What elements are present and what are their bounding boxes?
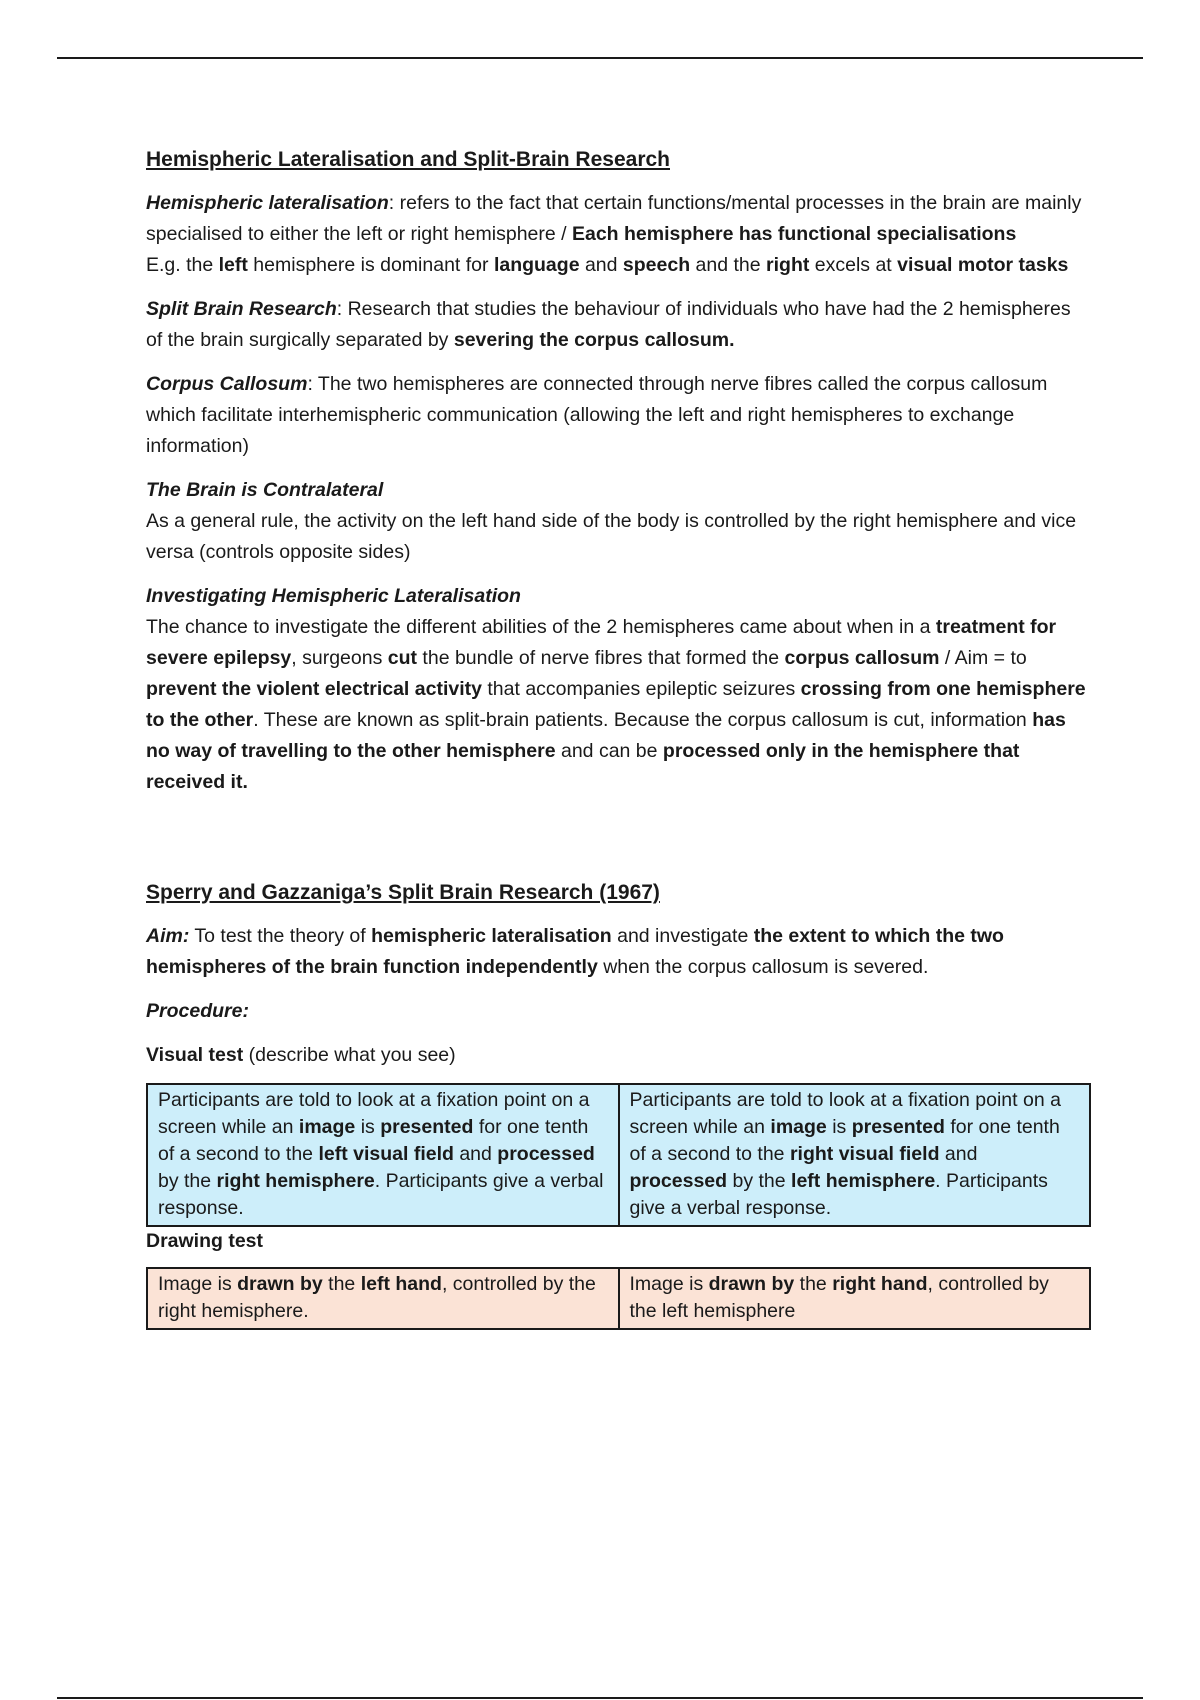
contralateral-section (146, 475, 1091, 568)
drawing-test-left-cell: Image is drawn by the left hand, controlled by the right hemisphere. (147, 1268, 619, 1329)
visual-test-right-cell: Participants are told to look at a fixation point on a screen while an image is presented for one tenth of a second to the right visual field and processed by the left hemisphere. Participants give a verbal response. (619, 1084, 1091, 1226)
top-rule (57, 57, 1143, 59)
table-row (147, 1268, 1090, 1329)
section-heading-sperry: Sperry and Gazzaniga’s Split Brain Research (1967) (146, 881, 660, 904)
lateralisation-example: E.g. the left hemisphere is dominant for language and speech and the right excels at visual motor tasks (146, 254, 1069, 276)
section-text: As a general rule, the activity on the left hand side of the body is controlled by the right hemisphere and vice versa (controls opposite sides) (146, 510, 1077, 563)
split-brain-research-definition: Split Brain Research: Research that studies the behaviour of individuals who have had the 2 hemispheres of the brain surgically separated by severing the corpus callosum. (146, 298, 1071, 351)
investigating-section (146, 581, 1091, 798)
term: Corpus Callosum (146, 373, 308, 395)
visual-test-heading: Visual test (describe what you see) (146, 1044, 456, 1066)
table-row (147, 1084, 1090, 1226)
term: Split Brain Research (146, 298, 337, 320)
hemispheric-lateralisation-definition: Hemispheric lateralisation: refers to the fact that certain functions/mental processes in the brain are mainly specialised to either the left or right hemisphere / Each hemisphere has functional specialisations (146, 192, 1082, 245)
corpus-callosum-definition: Corpus Callosum: The two hemispheres are connected through nerve fibres called the corpus callosum which facilitate interhemispheric communication (allowing the left and right hemispheres to exchange information) (146, 373, 1048, 457)
procedure-label: Procedure: (146, 1000, 249, 1022)
section-text: The chance to investigate the different abilities of the 2 hemispheres came about when in a treatment for severe epilepsy, surgeons cut the bundle of nerve fibres that formed the corpus callosum / Aim = to prevent the violent electrical activity that accompanies epileptic seizures crossing from one hemisphere to the other. These are known as split-brain patients. Because the corpus callosum is cut, information has no way of travelling to the other hemisphere and can be processed only in the hemisphere that received it. (146, 616, 1086, 793)
visual-test-left-cell: Participants are told to look at a fixation point on a screen while an image is presented for one tenth of a second to the left visual field and processed by the right hemisphere. Participants give a verbal response. (147, 1084, 619, 1226)
visual-test-table (146, 1083, 1091, 1227)
drawing-test-heading: Drawing test (146, 1230, 264, 1252)
aim-paragraph: Aim: To test the theory of hemispheric lateralisation and investigate the extent to which the two hemispheres of the brain function independently when the corpus callosum is severed. (146, 925, 1004, 978)
page-title: Hemispheric Lateralisation and Split-Brain Research (146, 148, 670, 171)
bottom-rule (57, 1697, 1143, 1699)
term: Hemispheric lateralisation (146, 192, 389, 214)
section-title: Investigating Hemispheric Lateralisation (146, 585, 521, 607)
aim-label: Aim: (146, 925, 190, 947)
drawing-test-table (146, 1267, 1091, 1330)
document-body (146, 145, 1091, 1330)
section-title: The Brain is Contralateral (146, 479, 384, 501)
drawing-test-right-cell: Image is drawn by the right hand, controlled by the left hemisphere (619, 1268, 1091, 1329)
